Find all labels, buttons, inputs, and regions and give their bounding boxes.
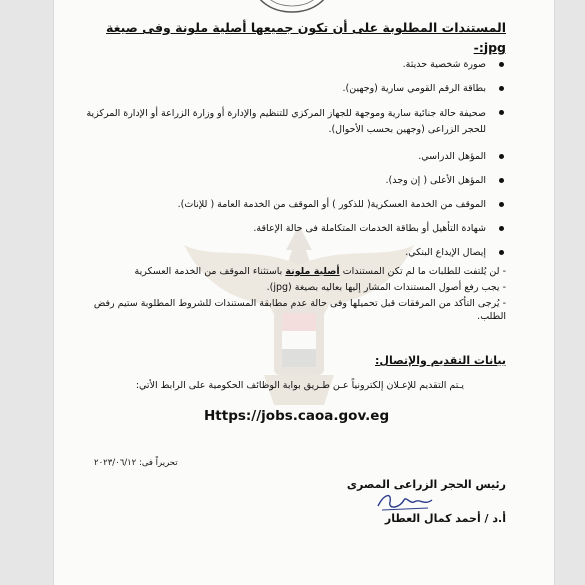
list-item [86, 246, 506, 260]
title-text: المستندات المطلوبة على أن تكون جميعها أصلية ملونة وفى صيغة [106, 20, 506, 35]
bullet-icon [499, 250, 504, 255]
list-item-text: المؤهل الأعلى ( إن وجد). [385, 175, 486, 186]
note-text: - يجب رفع أصول المستندات المشار إليها بعاليه بصيغة (jpg). [266, 282, 506, 293]
list-item [86, 198, 506, 212]
note-text: - لن يُلتفت للطلبات ما لم تكن المستندات [342, 266, 506, 277]
required-documents-title [96, 18, 506, 58]
notes-list [86, 265, 506, 326]
note-item [86, 281, 506, 294]
list-item-text: بطاقة الرقم القومي سارية (وجهين). [342, 83, 486, 94]
list-item [86, 174, 506, 188]
list-item [86, 222, 506, 236]
document-page [54, 0, 554, 585]
list-item-text: الموقف من الخدمة العسكرية( للذكور ) أو الموقف من الخدمة العامة ( للإناث). [177, 199, 486, 210]
signatory-name: أ.د / أحمد كمال العطار [384, 512, 506, 525]
bullet-icon [499, 86, 504, 91]
list-item-text: شهادة التأهيل أو بطاقة الخدمات المتكاملة فى حالة الإعاقة. [253, 223, 486, 234]
note-item [86, 265, 506, 278]
note-text: - يُرجى التأكد من المرفقات قبل تحميلها وفى حالة عدم مطابقة المستندات للشروط المطلوبة ستيم رفض الطلب. [93, 298, 506, 322]
bullet-icon [499, 226, 504, 231]
list-item [86, 82, 506, 96]
bullet-icon [499, 62, 504, 67]
list-item-text: صورة شخصية حديثة. [402, 59, 486, 70]
bullet-icon [499, 178, 504, 183]
note-emphasis: أصلية ملونة [285, 266, 340, 277]
format-text: jpg:- [473, 40, 506, 55]
list-item-text: المؤهل الدراسي. [418, 151, 486, 162]
documents-list [86, 58, 506, 260]
list-item-text: صحيفة حالة جنائية سارية وموجهة للجهاز المركزي للتنظيم والإدارة أو وزارة الزراعة أو الإدارة المركزية للحجر الزراعى (وجهين بحسب الأحوال). [86, 108, 486, 135]
apply-instructions: يـتم التقديم للإعـلان إلكترونياً عـن طـريق بوابة الوظائف الحكومية على الرابط الأتي: [135, 380, 464, 391]
list-item-text: إيصال الإيداع البنكي. [405, 247, 486, 258]
list-item [86, 58, 506, 72]
list-item [86, 106, 506, 138]
bullet-icon [499, 202, 504, 207]
bullet-icon [499, 110, 504, 115]
note-text: باستثناء الموقف من الخدمة العسكرية [134, 266, 283, 277]
issue-date: تحريراً فى: ٢٠٢٣/٠٦/١٢ [94, 458, 178, 468]
bullet-icon [499, 154, 504, 159]
note-item [86, 297, 506, 323]
apply-heading: بيانات التقديم والإتصال: [375, 354, 506, 367]
signatory-title: رئيس الحجر الزراعى المصرى [346, 478, 506, 491]
list-item [86, 150, 506, 164]
portal-link[interactable]: Https://jobs.caoa.gov.eg [204, 408, 390, 424]
